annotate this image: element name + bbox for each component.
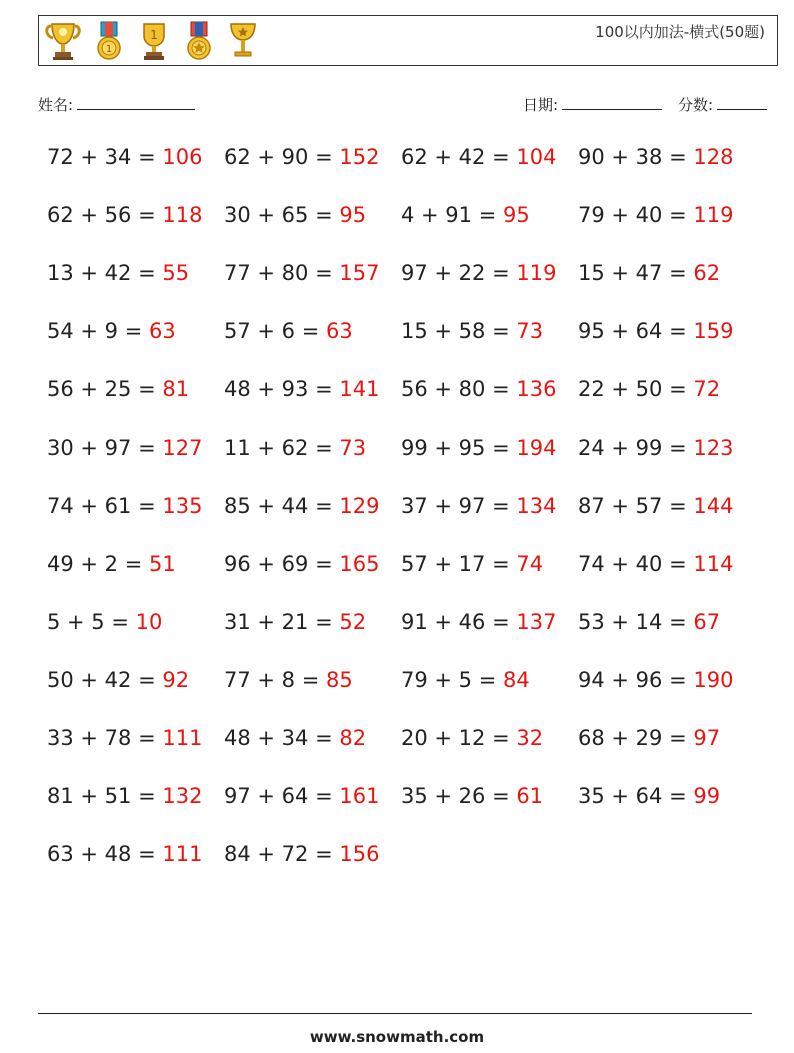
name-blank[interactable] — [77, 95, 195, 110]
problem-question: 4 + 91 = — [401, 203, 497, 228]
problem-item — [224, 842, 379, 866]
problem-question: 24 + 99 = — [578, 435, 687, 460]
problem-question: 85 + 44 = — [224, 493, 333, 518]
problem-question: 50 + 42 = — [47, 667, 156, 692]
trophy-number-one-icon — [135, 20, 173, 62]
problem-answer: 123 — [693, 435, 734, 460]
problem-item — [401, 552, 543, 576]
date-blank[interactable] — [562, 95, 662, 110]
problem-answer: 62 — [693, 261, 721, 286]
problem-answer: 111 — [162, 726, 203, 750]
problem-item — [47, 726, 202, 750]
problem-question: 91 + 46 = — [401, 609, 510, 634]
award-icons — [43, 20, 261, 62]
problem-answer: 10 — [135, 609, 163, 634]
problem-answer: 161 — [339, 784, 380, 809]
problem-answer: 136 — [516, 377, 557, 402]
problem-question: 97 + 22 = — [401, 261, 510, 286]
problem-item — [401, 668, 530, 692]
problem-question: 97 + 64 = — [224, 784, 333, 809]
score-field — [678, 94, 767, 115]
problem-item — [578, 319, 733, 343]
problem-item — [224, 784, 379, 808]
problem-answer: 63 — [326, 319, 353, 344]
problem-item — [401, 436, 556, 460]
problem-answer: 82 — [339, 726, 367, 750]
problem-answer: 119 — [693, 203, 734, 228]
problem-question: 15 + 47 = — [578, 261, 687, 286]
problem-item — [224, 668, 353, 692]
header-box — [38, 15, 778, 66]
problem-answer: 190 — [693, 667, 734, 692]
problem-question: 30 + 97 = — [47, 435, 156, 460]
problem-question: 63 + 48 = — [47, 842, 156, 867]
problem-question: 11 + 62 = — [224, 435, 333, 460]
score-blank[interactable] — [717, 95, 767, 110]
problem-answer: 144 — [693, 493, 734, 518]
problem-item — [401, 726, 543, 750]
problem-item — [47, 668, 189, 692]
problem-item — [578, 436, 733, 460]
problem-item — [47, 436, 202, 460]
problem-answer: 135 — [162, 493, 203, 518]
problem-answer: 157 — [339, 261, 380, 286]
problem-answer: 97 — [693, 726, 721, 750]
problem-item — [578, 261, 720, 285]
problem-answer: 67 — [693, 609, 721, 634]
problem-answer: 85 — [326, 667, 353, 692]
trophy-cup-icon — [43, 20, 83, 62]
problem-question: 20 + 12 = — [401, 726, 510, 750]
problem-question: 90 + 38 = — [578, 145, 687, 169]
problem-answer: 55 — [162, 261, 190, 286]
problem-question: 13 + 42 = — [47, 261, 156, 286]
problem-item — [224, 145, 379, 169]
date-label: 日期: — [523, 96, 559, 114]
problem-question: 57 + 17 = — [401, 551, 510, 576]
problem-question: 96 + 69 = — [224, 551, 333, 576]
goblet-star-icon — [225, 20, 261, 62]
problem-question: 74 + 61 = — [47, 493, 156, 518]
problem-answer: 106 — [162, 145, 203, 169]
problem-item — [47, 552, 176, 576]
problem-answer: 84 — [503, 667, 530, 692]
problem-item — [47, 319, 176, 343]
problem-item — [578, 145, 733, 169]
problem-item — [224, 436, 366, 460]
problem-item — [401, 377, 556, 401]
problem-answer: 95 — [503, 203, 530, 228]
problem-item — [47, 784, 202, 808]
problem-answer: 111 — [162, 842, 203, 867]
score-label: 分数: — [678, 96, 714, 114]
problem-item — [401, 145, 556, 169]
problem-question: 77 + 8 = — [224, 667, 320, 692]
name-field — [38, 94, 195, 115]
problem-answer: 119 — [516, 261, 557, 286]
problem-question: 49 + 2 = — [47, 551, 143, 576]
medal-star-icon — [181, 20, 217, 62]
problem-question: 62 + 56 = — [47, 203, 156, 228]
medal-number-one-icon — [91, 20, 127, 62]
problem-question: 79 + 40 = — [578, 203, 687, 228]
problem-question: 74 + 40 = — [578, 551, 687, 576]
problem-item — [578, 494, 733, 518]
problem-item — [47, 842, 202, 866]
problem-item — [47, 203, 202, 227]
problem-answer: 72 — [693, 377, 721, 402]
problem-answer: 128 — [693, 145, 734, 169]
problem-item — [401, 261, 556, 285]
problem-question: 37 + 97 = — [401, 493, 510, 518]
worksheet-title: 100以内加法-横式(50题) — [595, 23, 765, 41]
problem-item — [578, 726, 720, 750]
problem-answer: 152 — [339, 145, 380, 169]
problem-item — [224, 726, 366, 750]
problem-answer: 132 — [162, 784, 203, 809]
problem-question: 53 + 14 = — [578, 609, 687, 634]
problem-item — [47, 145, 202, 169]
problem-item — [224, 494, 379, 518]
problem-answer: 129 — [339, 493, 380, 518]
problem-answer: 81 — [162, 377, 190, 402]
problem-item — [578, 377, 720, 401]
problem-item — [578, 784, 720, 808]
problem-item — [401, 610, 556, 634]
date-field — [523, 94, 662, 115]
svg-text:1: 1 — [150, 28, 158, 42]
problem-question: 33 + 78 = — [47, 726, 156, 750]
problem-item — [401, 319, 543, 343]
problem-question: 62 + 42 = — [401, 145, 510, 169]
problem-question: 15 + 58 = — [401, 319, 510, 344]
problem-answer: 165 — [339, 551, 380, 576]
problem-question: 30 + 65 = — [224, 203, 333, 228]
problem-answer: 52 — [339, 609, 367, 634]
problem-item — [47, 494, 202, 518]
problem-answer: 137 — [516, 609, 557, 634]
problem-item — [224, 319, 353, 343]
problem-item — [401, 203, 530, 227]
problem-question: 94 + 96 = — [578, 667, 687, 692]
problem-question: 62 + 90 = — [224, 145, 333, 169]
problem-question: 84 + 72 = — [224, 842, 333, 867]
problem-question: 81 + 51 = — [47, 784, 156, 809]
problem-answer: 73 — [339, 435, 367, 460]
problem-question: 95 + 64 = — [578, 319, 687, 344]
problem-answer: 141 — [339, 377, 380, 402]
problem-answer: 32 — [516, 726, 544, 750]
problem-item — [47, 610, 162, 634]
problem-answer: 134 — [516, 493, 557, 518]
problem-question: 72 + 34 = — [47, 145, 156, 169]
problem-item — [224, 377, 379, 401]
problem-item — [401, 784, 543, 808]
problem-question: 31 + 21 = — [224, 609, 333, 634]
problem-item — [578, 668, 733, 692]
problem-question: 5 + 5 = — [47, 609, 129, 634]
problem-answer: 95 — [339, 203, 367, 228]
problem-item — [578, 552, 733, 576]
problem-question: 68 + 29 = — [578, 726, 687, 750]
problem-question: 54 + 9 = — [47, 319, 143, 344]
problem-item — [224, 203, 366, 227]
problem-item — [224, 261, 379, 285]
problem-item — [578, 203, 733, 227]
problem-question: 35 + 26 = — [401, 784, 510, 809]
problem-answer: 194 — [516, 435, 557, 460]
problem-item — [578, 610, 720, 634]
footer-site: www.snowmath.com — [309, 1028, 485, 1046]
problem-answer: 73 — [516, 319, 544, 344]
problem-question: 22 + 50 = — [578, 377, 687, 402]
problem-item — [47, 377, 189, 401]
problem-answer: 51 — [149, 551, 176, 576]
problem-question: 57 + 6 = — [224, 319, 320, 344]
problem-answer: 118 — [162, 203, 203, 228]
problem-question: 56 + 80 = — [401, 377, 510, 402]
problem-item — [224, 552, 379, 576]
problem-answer: 156 — [339, 842, 380, 867]
problem-answer: 63 — [149, 319, 176, 344]
name-label: 姓名: — [38, 96, 74, 114]
problem-answer: 114 — [693, 551, 734, 576]
problem-question: 87 + 57 = — [578, 493, 687, 518]
problem-item — [47, 261, 189, 285]
svg-text:1: 1 — [105, 44, 113, 55]
problem-answer: 104 — [516, 145, 557, 169]
problem-question: 79 + 5 = — [401, 667, 497, 692]
problem-question: 77 + 80 = — [224, 261, 333, 286]
problem-item — [401, 494, 556, 518]
problem-item — [224, 610, 366, 634]
problem-answer: 74 — [516, 551, 544, 576]
footer-divider — [38, 1013, 752, 1014]
problem-question: 35 + 64 = — [578, 784, 687, 809]
problem-answer: 61 — [516, 784, 544, 809]
problem-question: 56 + 25 = — [47, 377, 156, 402]
problem-answer: 127 — [162, 435, 203, 460]
problem-answer: 159 — [693, 319, 734, 344]
problem-answer: 92 — [162, 667, 190, 692]
problem-answer: 99 — [693, 784, 721, 809]
problem-question: 99 + 95 = — [401, 435, 510, 460]
problem-question: 48 + 34 = — [224, 726, 333, 750]
problem-question: 48 + 93 = — [224, 377, 333, 402]
